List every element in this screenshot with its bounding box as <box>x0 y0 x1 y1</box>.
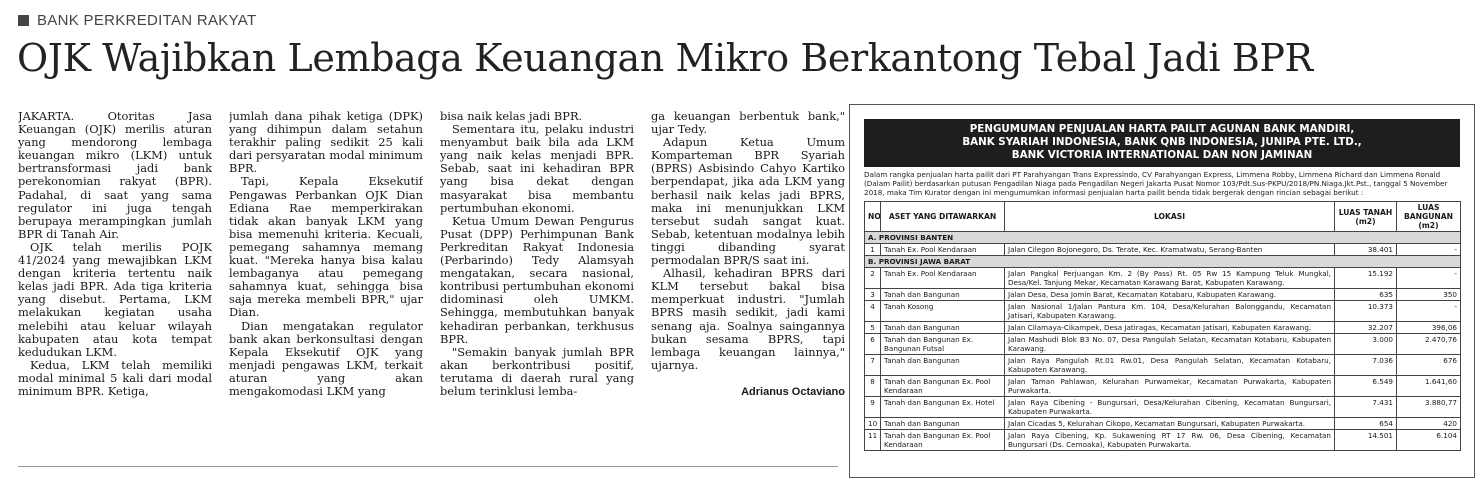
article-body <box>18 110 844 474</box>
cell-luas-tanah: 6.549 <box>1335 376 1397 397</box>
ad-title-line: BANK SYARIAH INDONESIA, BANK QNB INDONESIA, JUNIPA PTE. LTD., <box>962 136 1362 148</box>
cell-luas-tanah: 7.431 <box>1335 397 1397 418</box>
paragraph: jumlah dana pihak ketiga (DPK) yang dihimpun dalam setahun terakhir paling sedikit 25 kali dari persyaratan modal minimum BPR. <box>229 110 423 176</box>
paragraph: ga keuangan berbentuk bank," ujar Tedy. <box>651 110 845 137</box>
article-column-4 <box>651 110 845 474</box>
cell-no: 10 <box>865 418 881 430</box>
cell-no: 5 <box>865 322 881 334</box>
cell-luas-bangunan: 350 <box>1397 289 1461 301</box>
table-row <box>865 397 1461 418</box>
table-row <box>865 268 1461 289</box>
cell-lokasi: Jalan Raya Pangulah Rt.01 Rw.01, Desa Pangulah Selatan, Kecamatan Kotabaru, Kabupaten Karawang. <box>1005 355 1335 376</box>
table-row <box>865 376 1461 397</box>
cell-luas-bangunan: 420 <box>1397 418 1461 430</box>
table-row <box>865 418 1461 430</box>
paragraph: OJK telah merilis POJK 41/2024 yang mewajibkan LKM dengan kriteria tertentu naik kelas jadi BPR. Ada tiga kriteria yang disebut. Pertama, LKM melakukan kegiatan usaha melebihi atau keluar wilayah kabupaten atau kota tempat kedudukan LKM. <box>18 239 212 359</box>
cell-aset: Tanah dan Bangunan <box>881 418 1005 430</box>
cell-no: 1 <box>865 244 881 256</box>
cell-luas-bangunan: 1.641,60 <box>1397 376 1461 397</box>
cell-luas-bangunan: 3.880,77 <box>1397 397 1461 418</box>
cell-lokasi: Jalan Nasional 1/Jalan Pantura Km. 104, Desa/Kelurahan Balonggandu, Kecamatan Jatisari, Kabupaten Karawang. <box>1005 301 1335 322</box>
header-aset: ASET YANG DITAWARKAN <box>881 202 1005 232</box>
cell-luas-bangunan: - <box>1397 244 1461 256</box>
table-row <box>865 334 1461 355</box>
table-header-row <box>865 202 1461 232</box>
cell-lokasi: Jalan Pangkal Perjuangan Km. 2 (By Pass) Rt. 05 Rw 15 Kampung Teluk Mungkal, Desa/Kel. Tanjung Mekar, Kecamatan Karawang Barat, Kabupaten Karawang. <box>1005 268 1335 289</box>
paragraph: JAKARTA. Otoritas Jasa Keuangan (OJK) merilis aturan yang mendorong lembaga keuangan mikro (LKM) untuk bertransformasi jadi bank perekonomian rakyat (BPR). Padahal, di saat yang sama regulator ini juga tengah berupaya merampingkan jumlah BPR di Tanah Air. <box>18 110 212 241</box>
cell-aset: Tanah dan Bangunan Ex. Hotel <box>881 397 1005 418</box>
ad-title-line: BANK VICTORIA INTERNATIONAL DAN NON JAMINAN <box>1011 149 1313 161</box>
paragraph: Tapi, Kepala Eksekutif Pengawas Perbankan OJK Dian Ediana Rae memperkirakan tidak akan banyak LKM yang bisa memenuhi kriteria. Kecuali, pemegang sahamnya memang kuat. "Mereka hanya bisa kalau lembaganya atau pemegang sahamnya kuat, sehingga bisa saja mereka membeli BPR," ujar Dian. <box>229 174 423 320</box>
kicker-square-icon <box>18 15 29 26</box>
cell-aset: Tanah Ex. Pool Kendaraan <box>881 244 1005 256</box>
cell-no: 7 <box>865 355 881 376</box>
cell-aset: Tanah dan Bangunan <box>881 322 1005 334</box>
cell-aset: Tanah Kosong <box>881 301 1005 322</box>
kicker-text: BANK PERKREDITAN RAKYAT <box>37 12 257 29</box>
header-luas-bangunan: LUAS BANGUNAN (m2) <box>1397 202 1461 232</box>
cell-luas-tanah: 15.192 <box>1335 268 1397 289</box>
cell-aset: Tanah Ex. Pool Kendaraan <box>881 268 1005 289</box>
table-row <box>865 430 1461 451</box>
province-label: A. PROVINSI BANTEN <box>865 232 1461 244</box>
cell-luas-bangunan: 2.470,76 <box>1397 334 1461 355</box>
article-column-1 <box>18 110 212 474</box>
table-body <box>865 232 1461 451</box>
cell-luas-bangunan: 676 <box>1397 355 1461 376</box>
cell-lokasi: Jalan Mashudi Blok B3 No. 07, Desa Pangulah Selatan, Kecamatan Kotabaru, Kabupaten Karawang. <box>1005 334 1335 355</box>
province-label: B. PROVINSI JAWA BARAT <box>865 256 1461 268</box>
paragraph: Kedua, LKM telah memiliki modal minimal 5 kali dari modal minimum BPR. Ketiga, <box>18 357 212 398</box>
cell-lokasi: Jalan Cicadas 5, Kelurahan Cikopo, Kecamatan Bungursari, Kabupaten Purwakarta. <box>1005 418 1335 430</box>
cell-aset: Tanah dan Bangunan <box>881 289 1005 301</box>
byline: Adrianus Octaviano <box>741 385 845 398</box>
paragraph: Dian mengatakan regulator bank akan berkonsultasi dengan Kepala Eksekutif OJK yang menjadi pengawas LKM, terkait aturan yang akan mengakomodasi LKM yang <box>229 318 423 398</box>
header-lokasi: LOKASI <box>1005 202 1335 232</box>
cell-lokasi: Jalan Raya Cibening - Bungursari, Desa/Kelurahan Cibening, Kecamatan Bungursari, Kabupaten Purwakarta. <box>1005 397 1335 418</box>
auction-advertisement <box>849 104 1475 478</box>
ad-content <box>864 119 1460 451</box>
ad-title-line: PENGUMUMAN PENJUALAN HARTA PAILIT AGUNAN BANK MANDIRI, <box>969 123 1355 135</box>
cell-luas-tanah: 38.401 <box>1335 244 1397 256</box>
cell-luas-tanah: 14.501 <box>1335 430 1397 451</box>
cell-no: 2 <box>865 268 881 289</box>
table-row <box>865 322 1461 334</box>
cell-luas-tanah: 3.000 <box>1335 334 1397 355</box>
province-row <box>865 256 1461 268</box>
cell-aset: Tanah dan Bangunan Ex. Bangunan Futsal <box>881 334 1005 355</box>
header-no: NO <box>865 202 881 232</box>
province-row <box>865 232 1461 244</box>
cell-lokasi: Jalan Taman Pahlawan, Kelurahan Purwamekar, Kecamatan Purwakarta, Kabupaten Purwakarta. <box>1005 376 1335 397</box>
cell-luas-tanah: 635 <box>1335 289 1397 301</box>
cell-no: 8 <box>865 376 881 397</box>
cell-aset: Tanah dan Bangunan Ex. Pool Kendaraan <box>881 430 1005 451</box>
paragraph: "Semakin banyak jumlah BPR akan berkontribusi positif, terutama di daerah rural yang belum terinklusi lemba- <box>440 344 634 398</box>
cell-lokasi: Jalan Cilegon Bojonegoro, Ds. Terate, Kec. Kramatwatu, Serang-Banten <box>1005 244 1335 256</box>
paragraph: Adapun Ketua Umum Komparteman BPR Syariah (BPRS) Asbisindo Cahyo Kartiko berpendapat, jika ada LKM yang berhasil naik kelas jadi BPRS, maka ini menunjukkan LKM tersebut sudah sangat kuat. Sebab, ketentuan modalnya lebih tinggi dibanding syarat permodalan BPR/S saat ini. <box>651 135 845 268</box>
paragraph: bisa naik kelas jadi BPR. <box>440 110 583 123</box>
cell-no: 6 <box>865 334 881 355</box>
cell-aset: Tanah dan Bangunan <box>881 355 1005 376</box>
cell-luas-tanah: 10.373 <box>1335 301 1397 322</box>
article-column-2 <box>229 110 423 474</box>
ad-title <box>864 119 1460 167</box>
section-kicker <box>18 12 256 29</box>
cell-no: 9 <box>865 397 881 418</box>
header-luas-tanah: LUAS TANAH (m2) <box>1335 202 1397 232</box>
cell-lokasi: Jalan Desa, Desa Jomin Barat, Kecamatan Kotabaru, Kabupaten Karawang. <box>1005 289 1335 301</box>
bottom-divider <box>18 466 838 467</box>
table-row <box>865 244 1461 256</box>
cell-no: 3 <box>865 289 881 301</box>
cell-no: 4 <box>865 301 881 322</box>
headline: OJK Wajibkan Lembaga Keuangan Mikro Berkantong Tebal Jadi BPR <box>17 36 1313 80</box>
cell-luas-bangunan: - <box>1397 301 1461 322</box>
table-row <box>865 355 1461 376</box>
cell-luas-bangunan: - <box>1397 268 1461 289</box>
cell-lokasi: Jalan Cilamaya-Cikampek, Desa Jatiragas, Kecamatan Jatisari, Kabupaten Karawang. <box>1005 322 1335 334</box>
table-row <box>865 301 1461 322</box>
paragraph: Ketua Umum Dewan Pengurus Pusat (DPP) Perhimpunan Bank Perkreditan Rakyat Indonesia (Perbarindo) Tedy Alamsyah mengatakan, secara nasional, kontribusi pertumbuhan ekonomi didominasi oleh UMKM. Sehingga, membutuhkan banyak kehadiran perbankan, terkhusus BPR. <box>440 213 634 346</box>
cell-lokasi: Jalan Raya Cibening, Kp. Sukawening RT 17 Rw. 06, Desa Cibening, Kecamatan Bungursari (Ds. Cemoaka), Kabupaten Purwakarta. <box>1005 430 1335 451</box>
cell-luas-tanah: 654 <box>1335 418 1397 430</box>
cell-luas-bangunan: 396,06 <box>1397 322 1461 334</box>
table-row <box>865 289 1461 301</box>
paragraph: Alhasil, kehadiran BPRS dari KLM tersebut bakal bisa memperkuat industri. "Jumlah BPRS masih sedikit, jadi kami senang aja. Soalnya saingannya bukan sesama BPRS, tapi lembaga keuangan lainnya," ujarnya. <box>651 266 845 372</box>
cell-no: 11 <box>865 430 881 451</box>
paragraph: Sementara itu, pelaku industri menyambut baik bila ada LKM yang naik kelas menjadi BPR. Sebab, saat ini kehadiran BPR yang bisa dekat dengan masyarakat bisa membantu pertumbuhan ekonomi. <box>440 122 634 215</box>
cell-luas-tanah: 7.036 <box>1335 355 1397 376</box>
ad-intro: Dalam rangka penjualan harta pailit dari PT Parahyangan Trans Expressindo, CV Parahyangan Express, Limmena Robby, Limmena Richard dan Limmena Ronald (Dalam Pailit) berdasarkan putusan Pengadilan Niaga pada Pengadilan Negeri Jakarta Pusat Nomor 103/Pdt.Sus-PKPU/2018/PN.Niaga.Jkt.Pst., tanggal 5 November 2018, maka Tim Kurator dengan ini mengumumkan informasi penjualan harta pailit benda tidak bergerak dengan rincian sebagai berikut : <box>864 170 1448 197</box>
article-column-3 <box>440 110 634 474</box>
cell-luas-bangunan: 6.104 <box>1397 430 1461 451</box>
cell-luas-tanah: 32.207 <box>1335 322 1397 334</box>
asset-table <box>864 201 1461 451</box>
cell-aset: Tanah dan Bangunan Ex. Pool Kendaraan <box>881 376 1005 397</box>
